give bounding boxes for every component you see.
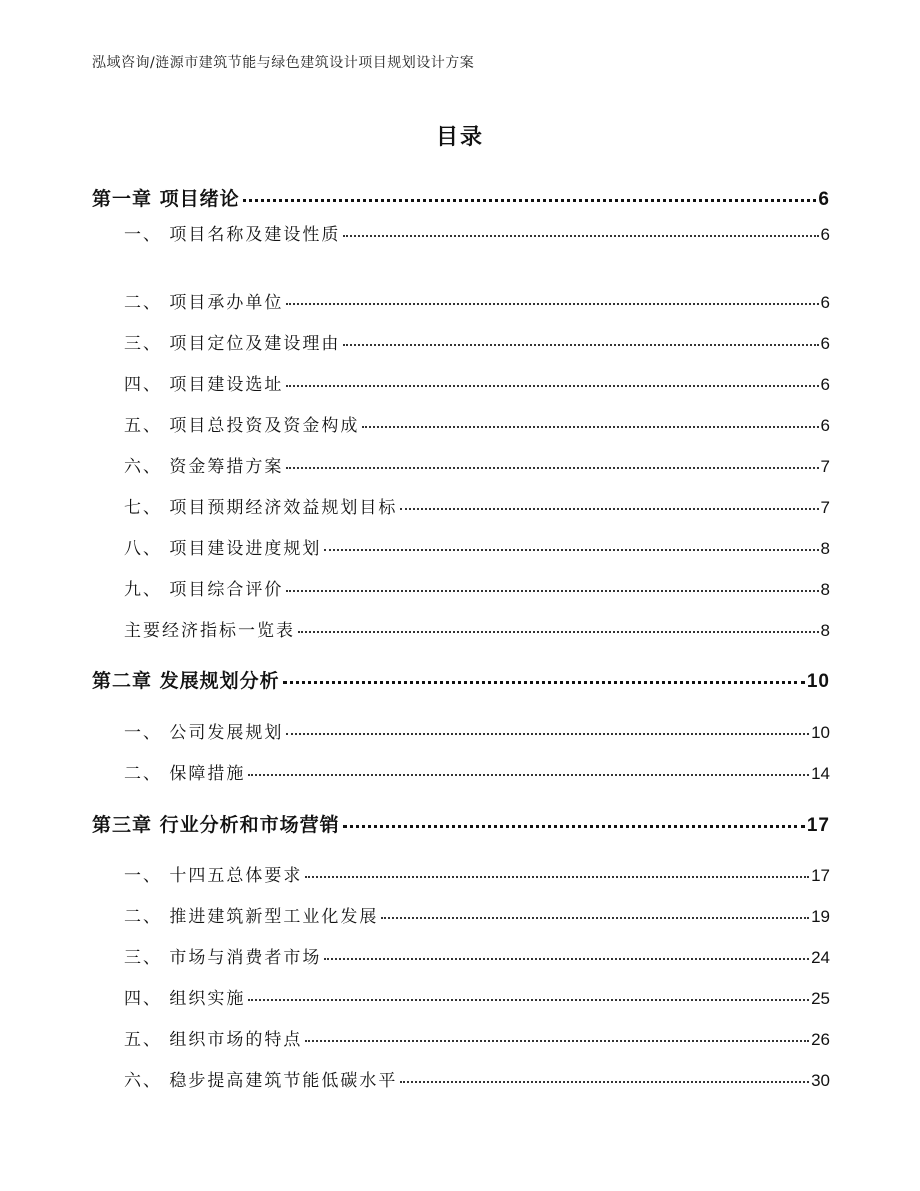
- section-page: 17: [811, 866, 830, 885]
- toc-section[interactable]: [124, 1066, 830, 1091]
- dot-leader: [286, 466, 818, 469]
- section-label: 二、 项目承办单位: [124, 293, 284, 313]
- section-page: 6: [820, 334, 830, 353]
- section-label: 二、 保障措施: [124, 764, 246, 784]
- section-label: 四、 项目建设选址: [124, 375, 284, 395]
- section-label: 三、 市场与消费者市场: [124, 948, 322, 968]
- dot-leader: [286, 384, 818, 387]
- dot-leader: [243, 198, 817, 202]
- section-page: 14: [811, 764, 830, 783]
- toc-section[interactable]: [124, 718, 830, 743]
- section-page: 6: [820, 225, 830, 244]
- dot-leader: [343, 343, 818, 346]
- section-page: 8: [820, 621, 830, 640]
- toc-section[interactable]: [124, 943, 830, 968]
- dot-leader: [400, 507, 818, 510]
- dot-leader: [286, 732, 809, 735]
- toc-chapter-3[interactable]: [92, 810, 830, 837]
- toc-section[interactable]: [124, 411, 830, 436]
- dot-leader: [400, 1080, 809, 1083]
- toc-section[interactable]: [124, 452, 830, 477]
- section-label: 一、 公司发展规划: [124, 723, 284, 743]
- section-label: 一、 十四五总体要求: [124, 866, 303, 886]
- dot-leader: [305, 875, 809, 878]
- chapter-page: 17: [806, 815, 830, 836]
- section-page: 19: [811, 907, 830, 926]
- dot-leader: [381, 916, 809, 919]
- section-label: 一、 项目名称及建设性质: [124, 225, 341, 245]
- chapter-label: 第三章 行业分析和市场营销: [92, 814, 340, 836]
- toc-section[interactable]: [124, 220, 830, 245]
- toc-section[interactable]: [124, 902, 830, 927]
- document-header: 泓域咨询/涟源市建筑节能与绿色建筑设计项目规划设计方案: [92, 55, 475, 71]
- chapter-label: 第一章 项目绪论: [92, 188, 240, 210]
- toc-section[interactable]: [124, 616, 830, 641]
- dot-leader: [305, 1039, 809, 1042]
- dot-leader: [248, 773, 809, 776]
- section-label: 二、 推进建筑新型工业化发展: [124, 907, 379, 927]
- toc-chapter-2[interactable]: [92, 666, 830, 693]
- dot-leader: [286, 589, 818, 592]
- section-label: 七、 项目预期经济效益规划目标: [124, 498, 398, 518]
- dot-leader: [362, 425, 818, 428]
- section-label: 五、 项目总投资及资金构成: [124, 416, 360, 436]
- dot-leader: [298, 630, 819, 633]
- dot-leader: [248, 998, 809, 1001]
- section-page: 25: [811, 989, 830, 1008]
- dot-leader: [286, 302, 818, 305]
- toc-section[interactable]: [124, 861, 830, 886]
- toc-section[interactable]: [124, 370, 830, 395]
- section-page: 26: [811, 1030, 830, 1049]
- dot-leader: [283, 680, 805, 684]
- chapter-page: 6: [818, 189, 830, 210]
- section-page: 8: [820, 539, 830, 558]
- section-label: 六、 资金筹措方案: [124, 457, 284, 477]
- toc-chapter-1[interactable]: [92, 184, 830, 211]
- dot-leader: [343, 234, 818, 237]
- section-page: 30: [811, 1071, 830, 1090]
- section-page: 7: [820, 457, 830, 476]
- section-page: 10: [811, 723, 830, 742]
- section-page: 6: [820, 293, 830, 312]
- section-label: 四、 组织实施: [124, 989, 246, 1009]
- section-label: 主要经济指标一览表: [124, 621, 295, 641]
- section-page: 6: [820, 416, 830, 435]
- toc-section[interactable]: [124, 329, 830, 354]
- section-label: 六、 稳步提高建筑节能低碳水平: [124, 1071, 398, 1091]
- section-label: 八、 项目建设进度规划: [124, 539, 322, 559]
- dot-leader: [324, 957, 809, 960]
- section-label: 五、 组织市场的特点: [124, 1030, 303, 1050]
- section-label: 九、 项目综合评价: [124, 580, 284, 600]
- dot-leader: [343, 824, 805, 828]
- section-page: 6: [820, 375, 830, 394]
- chapter-page: 10: [806, 671, 830, 692]
- section-label: 三、 项目定位及建设理由: [124, 334, 341, 354]
- dot-leader: [324, 548, 818, 551]
- toc-section[interactable]: [124, 759, 830, 784]
- chapter-label: 第二章 发展规划分析: [92, 670, 280, 692]
- section-page: 24: [811, 948, 830, 967]
- toc-title: 目录: [435, 125, 484, 150]
- toc-section[interactable]: [124, 1025, 830, 1050]
- toc-section[interactable]: [124, 493, 830, 518]
- toc-section[interactable]: [124, 288, 830, 313]
- section-page: 7: [820, 498, 830, 517]
- section-page: 8: [820, 580, 830, 599]
- toc-section[interactable]: [124, 984, 830, 1009]
- toc-section[interactable]: [124, 575, 830, 600]
- toc-section[interactable]: [124, 534, 830, 559]
